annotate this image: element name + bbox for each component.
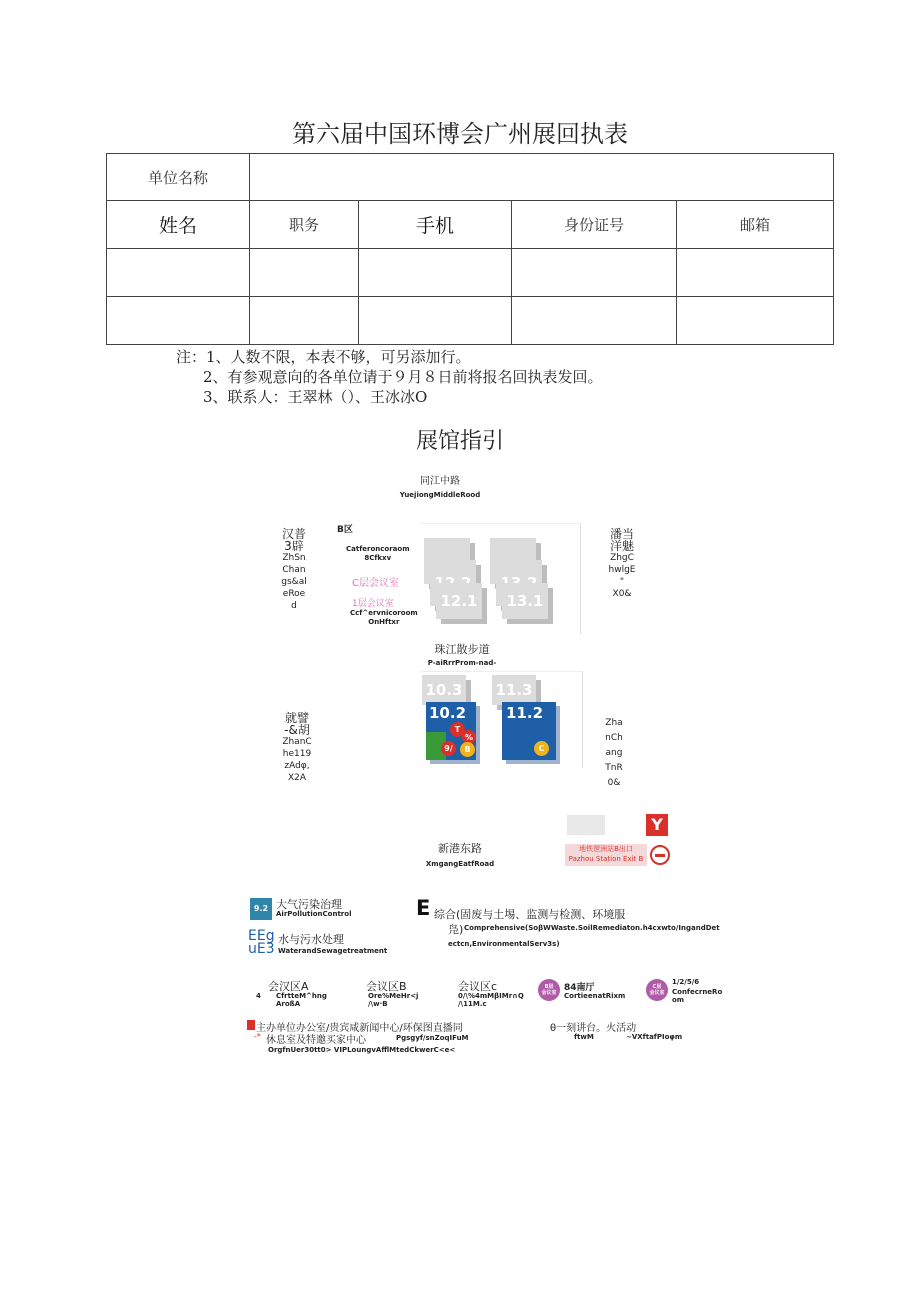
cell-email[interactable] [677,297,834,345]
marker-percent-label: % [464,732,473,742]
unit-name-field[interactable] [250,154,834,201]
note-2: 2、有参观意向的各单位请于９月８日前将报名回执表发回。 [203,368,603,386]
hall-11-3[interactable] [492,675,536,705]
hall-13-1-label: 13.1 [506,592,544,610]
marker-c[interactable] [534,741,549,756]
hall-10-3[interactable] [422,675,466,705]
marker-9-label: 9/ [444,744,453,753]
water-badge: EEg uE3 [248,928,275,957]
zone-a: 会汉区A [268,980,309,993]
stage-cn: θ一刻讲台。火活动 [550,1023,637,1034]
office-en: Pgsgyf/snZoqIFuM [396,1034,469,1042]
conference-room-pink-1: C层会议室 [352,578,399,589]
right-top-label [604,528,640,600]
cell-phone[interactable] [359,297,512,345]
metro-icon [650,845,670,865]
b-conference-badge: B层 会议室 [538,979,560,1001]
metro-label: 地铁琶洲站B出口 [579,845,633,853]
water-en: WaterandSewagetreatment [278,947,388,955]
header-email: 邮箱 [677,201,834,249]
guide-title: 展馆指引 [415,429,504,454]
air-badge: 9.2 [250,898,272,920]
header-name: 姓名 [107,201,250,249]
marker-b-label: B [464,745,471,754]
office-cn: 主办单位办公室/贵宾咸新闻中心/环保图直播同 [256,1023,463,1034]
conf-num-en: ConfecrneRo om [672,988,723,1004]
header-phone: 手机 [359,201,512,249]
office-en-2: OrgfnUer30tt0> VIPLoungvAfflMtedCkwerC<e< [268,1046,456,1054]
metro-exit-sign[interactable] [565,844,647,866]
exit-y-icon: Y [646,814,668,836]
cell-name[interactable] [107,249,250,297]
cell-position[interactable] [250,297,359,345]
registration-table [106,153,834,345]
road-top [380,472,500,499]
hall-84-en: CortieenatRixm [564,992,626,1000]
cell-phone[interactable] [359,249,512,297]
cell-email[interactable] [677,249,834,297]
left-top-cn: 汉普 3辟 [281,527,306,553]
zone-b-label: B区 [337,525,353,535]
right-mid-label: Zha nCh ang TnR 0& [605,718,623,788]
metro-placeholder [567,815,605,835]
marker-t-label: T [454,725,461,734]
hall-84: 84南厅 [564,983,595,993]
left-mid-en: ZhanC he119 zAdφ, X2A [282,737,312,783]
hall-13-1[interactable] [502,583,548,619]
hall-11-2-label: 11.2 [506,704,544,722]
header-id-number: 身份证号 [512,201,677,249]
note-3: 3、联系人：王翠林（）、王冰冰O [203,388,428,406]
road-bottom-cn: 新港东路 [438,842,482,855]
comp-badge: E [416,896,431,920]
left-top-label [276,528,312,612]
air-cn: 大气污染治理 [276,898,342,911]
zone-c: 会议区c [458,980,498,993]
zone-a-en: CfrtteM^hng AroßA [276,992,327,1008]
right-top-cn: 潘当 洋魅 [609,527,634,553]
zone-b: 会议区B [366,980,407,993]
comp-cn-2: 凫) [448,923,464,936]
comp-en: Comprehensive(SoβWWaste.SoilRemediaton.h4cxwto/ІngandDet [464,924,720,932]
promenade-cn: 珠江散步道 [434,643,490,656]
cell-name[interactable] [107,297,250,345]
cell-position[interactable] [250,249,359,297]
lounge-icon: -* [254,1032,261,1041]
road-top-en: YuejiongMiddleRood [399,491,481,499]
conference-room-pink-2: 1层会议室 [352,599,394,609]
c-conference-badge: C层 会议室 [646,979,668,1001]
zone-c-en: 0/\%4mMβIMr∩Q /\11M.c [458,992,524,1008]
office-icon [247,1020,255,1030]
left-mid-cn: 就譬 -&胡 [284,711,310,737]
conf-num: 1/2/5/6 [672,978,700,986]
hall-12-1[interactable] [436,583,482,619]
metro-en: Pazhou Station Exit B [568,855,644,863]
left-top-en: ZhSn Chan gs&al eRoe d [281,553,307,611]
marker-c-label: C [538,744,545,753]
hall-10-3-label: 10.3 [425,681,463,699]
road-bottom-en: XmgangEatfRoad [425,860,495,868]
left-mid-label [280,712,314,784]
cell-id-number[interactable] [512,297,677,345]
hall-12-1-label: 12.1 [440,592,478,610]
hall-11-3-label: 11.3 [495,681,533,699]
road-top-cn: 同江中路 [420,476,460,487]
comp-cn: 综合(固废与土埸、监测与检测、环境服 [434,908,626,921]
zone-b-en: Ore%MeHr<j /\w·B [368,992,419,1008]
marker-9[interactable] [441,741,456,756]
promenade [400,641,524,667]
form-title: 第六届中国环博会广州展回执表 [292,120,628,148]
marker-b[interactable] [460,742,475,757]
right-top-en: ZhgC hwlgE " X0& [608,553,636,599]
air-en: AirPollutionControl [276,910,352,918]
water-cn: 水与污水处理 [278,933,344,946]
cell-id-number[interactable] [512,249,677,297]
road-bottom [400,840,520,868]
header-position: 职务 [250,201,359,249]
office-cn-2: 休息室及特邀买家中心 [266,1035,366,1046]
unit-name-label: 单位名称 [107,154,250,201]
stage-en-1: ftwM [574,1033,594,1041]
promenade-en: P-aiRrrProm-nad- [427,659,497,667]
zone-a-num: 4 [256,992,261,1000]
conference-room-en-2: Ccf^ervnicoroom OnHftxr [350,609,418,626]
conference-room-en-1: Catferoncoraom 8Cfkxv [346,545,410,562]
note-1: 注：1、人数不限，本表不够，可另添加行。 [176,348,471,366]
hall-10-2-label: 10.2 [429,704,467,722]
stage-en-2: ~VXftafPIoφm [626,1033,683,1041]
comp-en-2: ectcn,EnvironmentalServ3s) [448,940,560,948]
